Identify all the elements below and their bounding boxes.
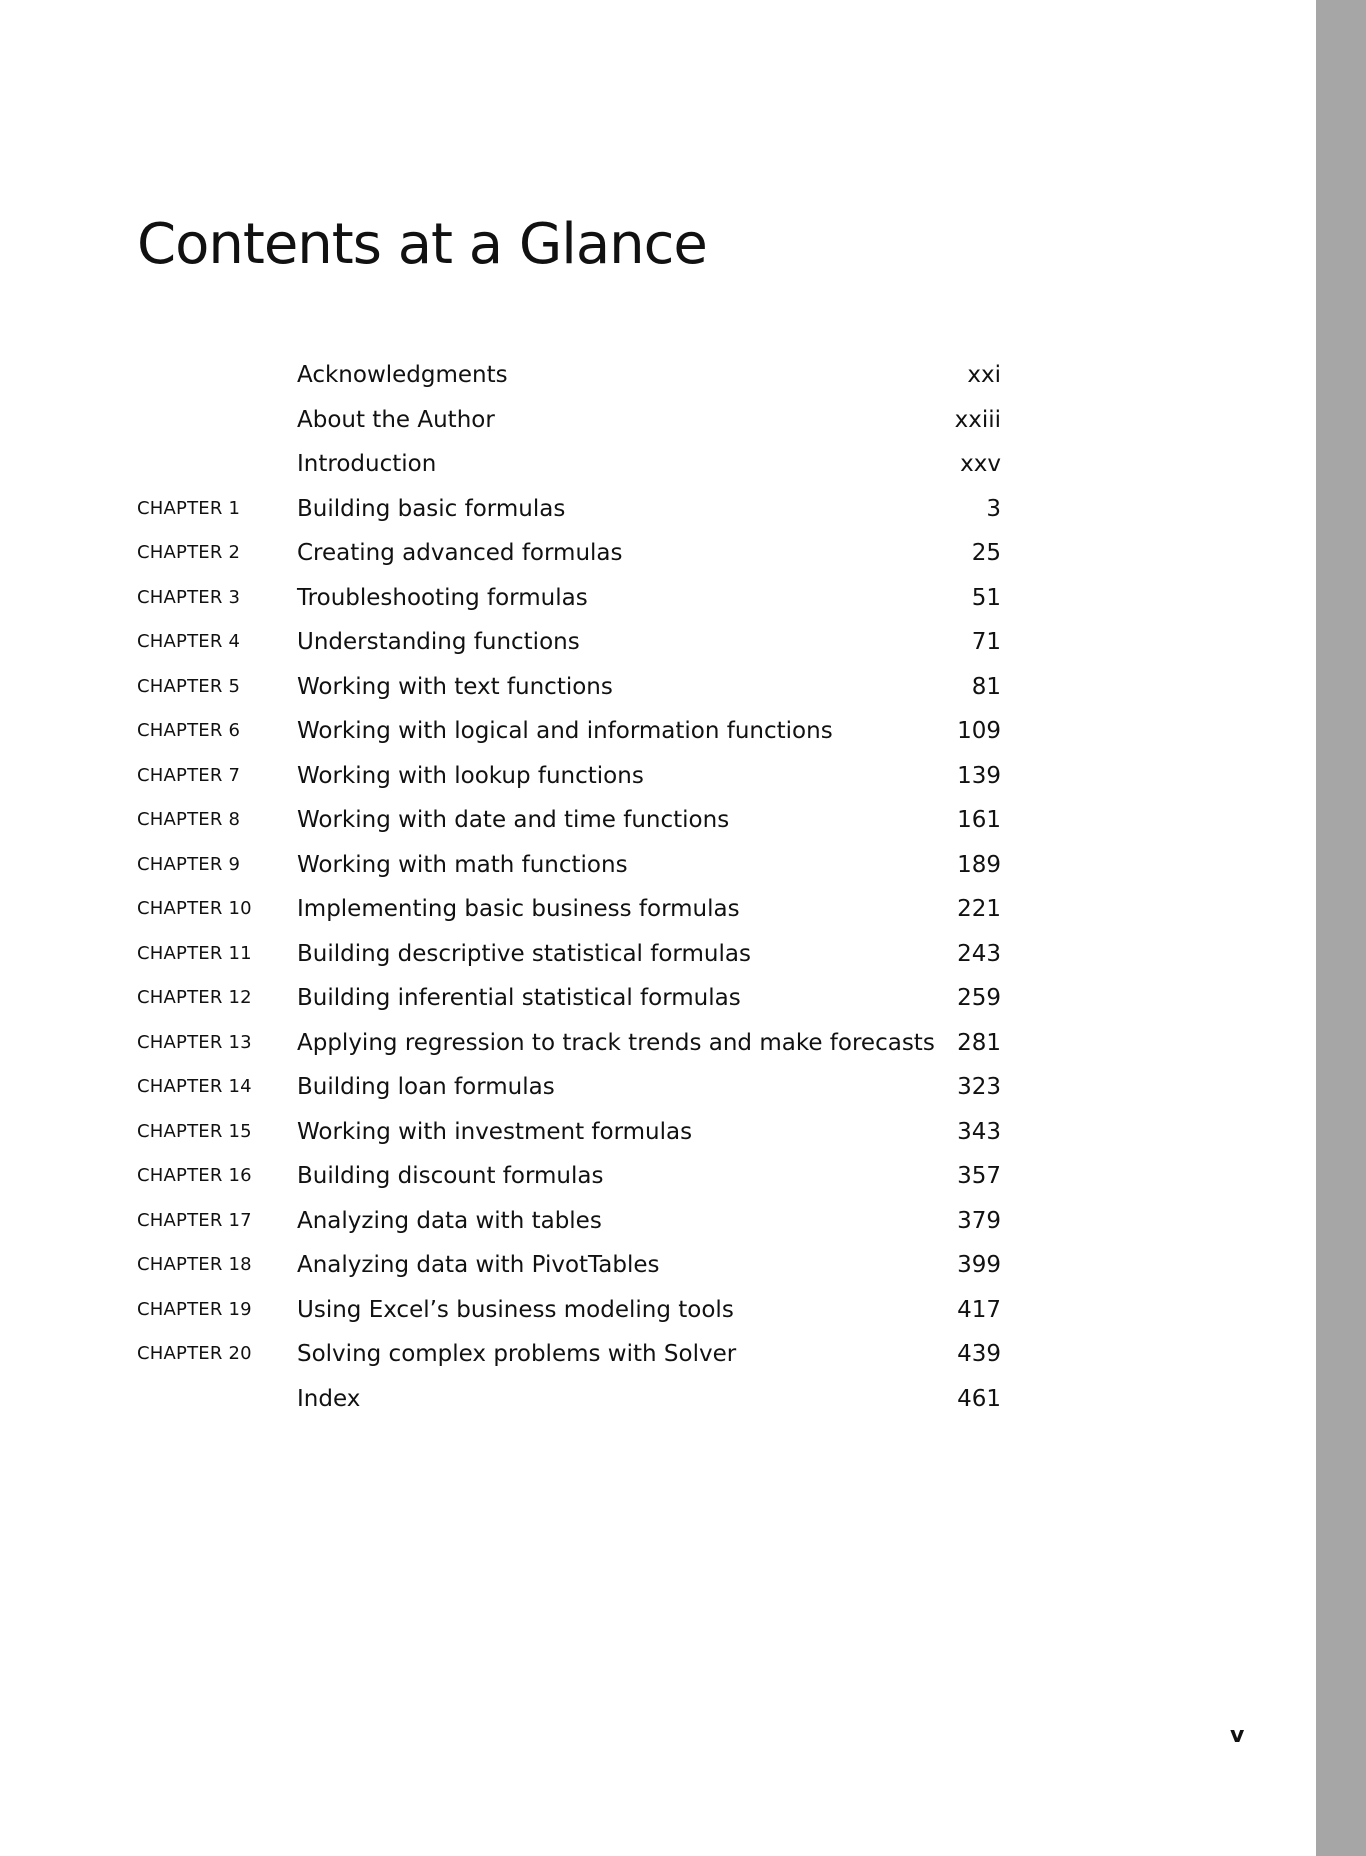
toc-row-chapter-3[interactable] (137, 576, 1001, 621)
chapter-label: CHAPTER 14 (137, 1076, 252, 1097)
toc-row-introduction[interactable] (137, 442, 1001, 487)
toc-row-chapter-10[interactable] (137, 887, 1001, 932)
toc-entry-title: Troubleshooting formulas (297, 584, 588, 611)
toc-entry-title: Working with logical and information functions (297, 718, 833, 744)
toc-row-chapter-20[interactable] (137, 1332, 1001, 1377)
toc-entry-title: Building basic formulas (297, 495, 566, 522)
toc-entry-page: 417 (957, 1296, 1001, 1323)
toc-entry-page: 281 (957, 1029, 1001, 1056)
chapter-label: CHAPTER 20 (137, 1343, 252, 1364)
toc-row-acknowledgments[interactable] (137, 353, 1001, 398)
toc-row-chapter-14[interactable] (137, 1065, 1001, 1110)
toc-row-chapter-4[interactable] (137, 620, 1001, 665)
chapter-label: CHAPTER 16 (137, 1165, 252, 1186)
toc-entry-page: 343 (957, 1118, 1001, 1145)
chapter-label: CHAPTER 12 (137, 987, 252, 1008)
toc-entry-page: 357 (957, 1163, 1001, 1189)
toc-entry-title: Solving complex problems with Solver (297, 1341, 737, 1367)
toc-entry-title: Introduction (297, 451, 437, 477)
toc-entry-page: 323 (957, 1074, 1001, 1100)
toc-entry-page: 399 (957, 1252, 1001, 1278)
toc-entry-title: Working with investment formulas (297, 1118, 693, 1145)
toc-row-chapter-7[interactable] (137, 754, 1001, 799)
toc-entry-page: 189 (957, 851, 1001, 878)
chapter-label: CHAPTER 18 (137, 1254, 252, 1275)
toc-row-chapter-12[interactable] (137, 976, 1001, 1021)
page-number: v (1230, 1723, 1245, 1748)
table-of-contents (137, 353, 1001, 1421)
toc-entry-page: 139 (957, 762, 1001, 789)
toc-entry-page: 71 (971, 629, 1001, 655)
toc-entry-title: Building inferential statistical formulas (297, 985, 741, 1011)
toc-row-chapter-15[interactable] (137, 1110, 1001, 1155)
toc-entry-page: 461 (957, 1385, 1001, 1412)
toc-entry-title: Building discount formulas (297, 1163, 604, 1189)
toc-entry-page: 51 (971, 584, 1001, 611)
toc-row-index[interactable] (137, 1377, 1001, 1422)
toc-row-chapter-18[interactable] (137, 1243, 1001, 1288)
toc-entry-page: 109 (957, 718, 1001, 744)
page-title: Contents at a Glance (137, 212, 707, 277)
toc-row-chapter-19[interactable] (137, 1288, 1001, 1333)
toc-entry-page: xxiii (954, 406, 1001, 433)
toc-entry-title: Creating advanced formulas (297, 540, 623, 566)
toc-entry-title: Working with date and time functions (297, 807, 730, 833)
toc-entry-page: 25 (971, 540, 1001, 566)
toc-row-chapter-2[interactable] (137, 531, 1001, 576)
toc-row-chapter-1[interactable] (137, 487, 1001, 532)
chapter-label: CHAPTER 1 (137, 497, 241, 519)
chapter-label: CHAPTER 7 (137, 764, 241, 786)
toc-row-chapter-9[interactable] (137, 843, 1001, 888)
toc-row-chapter-11[interactable] (137, 932, 1001, 977)
chapter-label: CHAPTER 6 (137, 720, 241, 741)
toc-entry-title: Building loan formulas (297, 1074, 555, 1100)
toc-row-about-the-author[interactable] (137, 398, 1001, 443)
toc-entry-title: Analyzing data with tables (297, 1207, 602, 1234)
chapter-label: CHAPTER 13 (137, 1031, 252, 1053)
toc-entry-page: 439 (957, 1341, 1001, 1367)
toc-entry-title: About the Author (297, 406, 495, 433)
chapter-label: CHAPTER 10 (137, 898, 252, 919)
toc-row-chapter-17[interactable] (137, 1199, 1001, 1244)
toc-entry-title: Index (297, 1385, 361, 1412)
toc-row-chapter-16[interactable] (137, 1154, 1001, 1199)
toc-entry-title: Analyzing data with PivotTables (297, 1252, 660, 1278)
toc-entry-title: Using Excel’s business modeling tools (297, 1296, 734, 1323)
toc-entry-title: Building descriptive statistical formulas (297, 940, 751, 967)
chapter-label: CHAPTER 5 (137, 675, 241, 697)
toc-entry-page: 243 (957, 940, 1001, 967)
chapter-label: CHAPTER 17 (137, 1209, 252, 1231)
toc-entry-page: 221 (957, 896, 1001, 922)
chapter-label: CHAPTER 15 (137, 1120, 252, 1142)
toc-entry-title: Implementing basic business formulas (297, 896, 740, 922)
toc-entry-page: 81 (971, 673, 1001, 700)
chapter-label: CHAPTER 11 (137, 942, 252, 964)
chapter-label: CHAPTER 8 (137, 809, 241, 830)
chapter-label: CHAPTER 3 (137, 586, 241, 608)
toc-entry-title: Applying regression to track trends and make forecasts (297, 1029, 935, 1056)
chapter-label: CHAPTER 4 (137, 631, 241, 652)
chapter-label: CHAPTER 19 (137, 1298, 252, 1320)
page-edge-band (1316, 0, 1366, 1856)
toc-entry-title: Working with lookup functions (297, 762, 644, 789)
toc-row-chapter-8[interactable] (137, 798, 1001, 843)
toc-entry-page: xxv (960, 451, 1001, 477)
toc-entry-title: Understanding functions (297, 629, 580, 655)
toc-entry-page: xxi (967, 362, 1001, 388)
toc-row-chapter-13[interactable] (137, 1021, 1001, 1066)
toc-entry-title: Working with text functions (297, 673, 613, 700)
toc-entry-title: Acknowledgments (297, 362, 508, 388)
toc-row-chapter-6[interactable] (137, 709, 1001, 754)
toc-entry-page: 161 (957, 807, 1001, 833)
toc-entry-title: Working with math functions (297, 851, 628, 878)
toc-row-chapter-5[interactable] (137, 665, 1001, 710)
chapter-label: CHAPTER 9 (137, 853, 241, 875)
chapter-label: CHAPTER 2 (137, 542, 241, 563)
toc-entry-page: 259 (957, 985, 1001, 1011)
toc-entry-page: 379 (957, 1207, 1001, 1234)
toc-entry-page: 3 (986, 495, 1001, 522)
